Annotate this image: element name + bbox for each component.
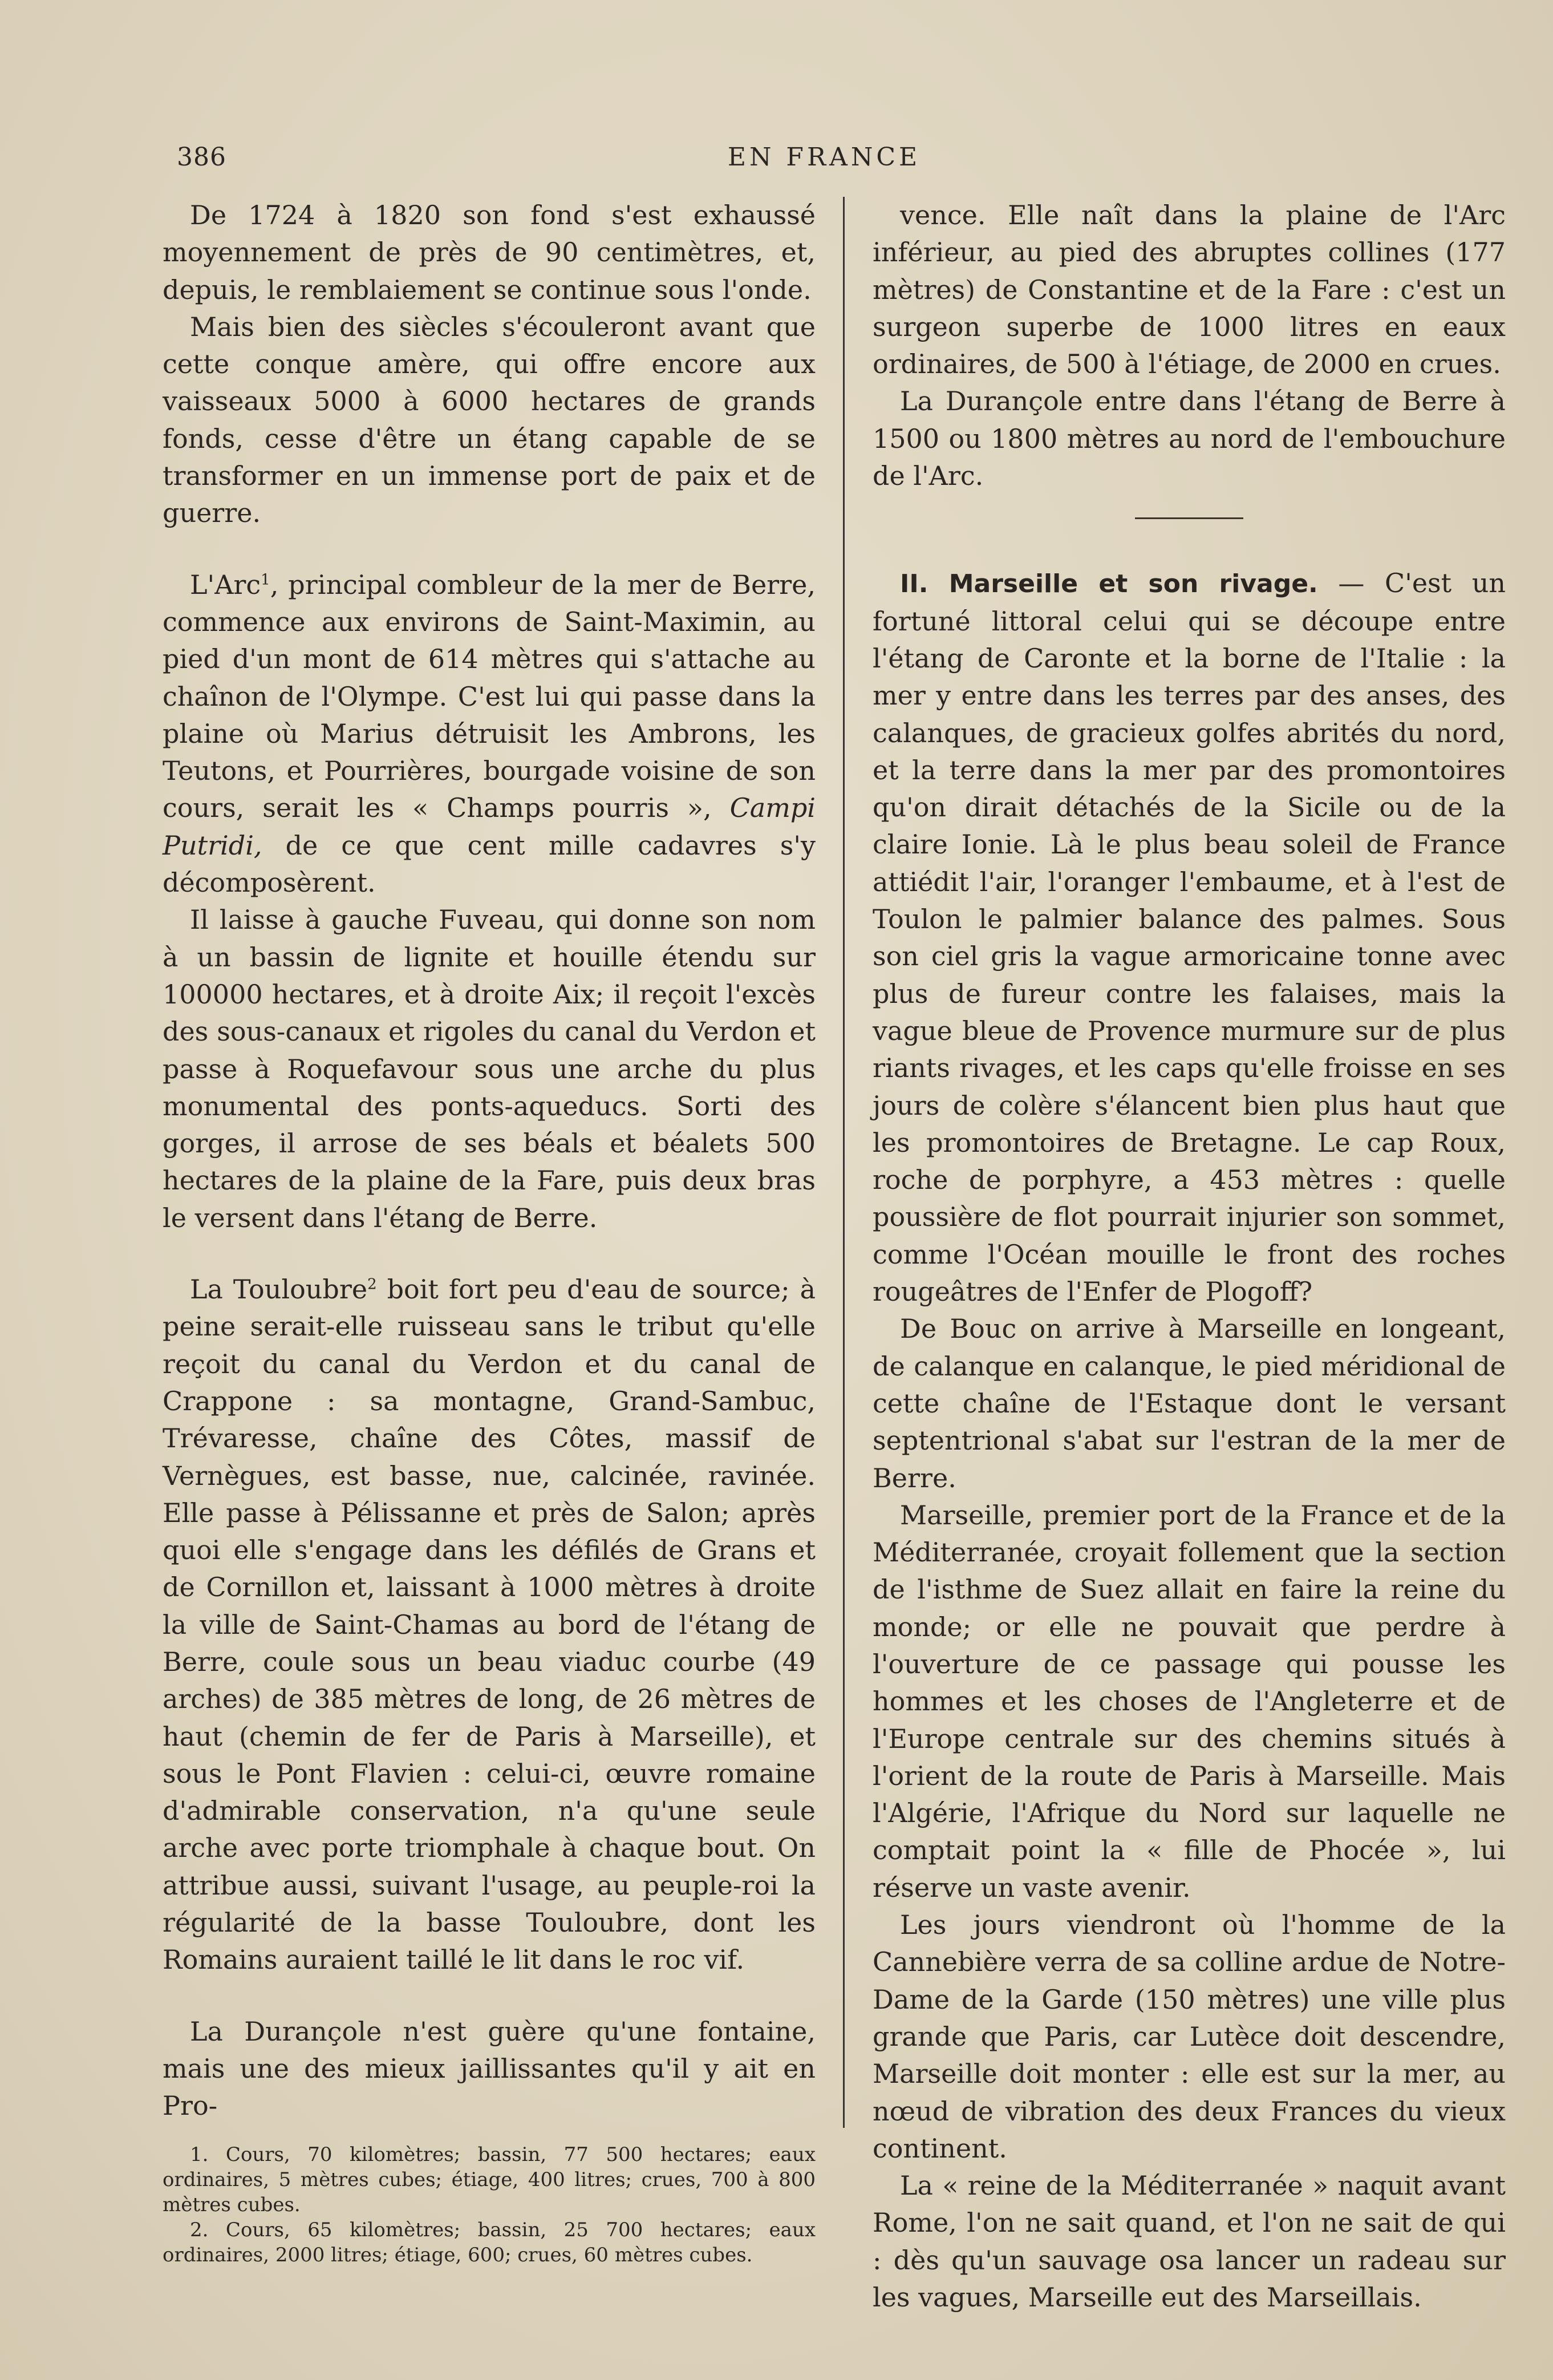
page-header — [171, 143, 1477, 183]
footnotes — [163, 2142, 816, 2268]
paragraph: La « reine de la Méditerranée » naquit avant Rome, l'on ne sait quand, et l'on ne sait de qui : dès qu'un sauvage osa lancer un radeau sur les vagues, Marseille eut des Marseillais. — [873, 2170, 1506, 2313]
section-text: — C'est un fortuné littoral celui qui se découpe entre l'étang de Caronte et la borne de l'Italie : la mer y entre dans les terres par des anses, des calanques, de gracieux golfes abrités du nord, et la terre dans la mer par des promontoires qu'on dirait détachés de la Sicile ou de la claire Ionie. Là le plus beau soleil de France attiédit l'air, l'oranger l'embaume, et à l'est de Toulon le palmier balance des palmes. Sous son ciel gris la vague armoricaine tonne avec plus de fureur contre les falaises, mais la vague bleue de Provence murmure sur de plus riants rivages, et les caps qu'elle froisse en ses jours de colère s'élancent bien plus haut que les promontoires de Bretagne. Le cap Roux, roche de porphyre, a 453 mètres : quelle poussière de flot pourrait injurier son sommet, comme l'Océan mouille le front des roches rougeâtres de l'Enfer de Plogoff? — [873, 568, 1506, 1308]
paragraph: De Bouc on arrive à Marseille en longeant, de calanque en calanque, le pied méridional de cette chaîne de l'Estaque dont le versant septentrional s'abat sur l'estran de la mer de Berre. — [873, 1313, 1506, 1493]
footnote-ref-1: 1 — [261, 571, 270, 589]
paragraph: Il laisse à gauche Fuveau, qui donne son nom à un bassin de lignite et houille étendu sur 100000 hectares, et à droite Aix; il reçoit l'excès des sous-canaux et rigoles du canal du Verdon et passe à Roquefavour sous une arche du plus monumental des ponts-aqueducs. Sorti des gorges, il arrose de ses béals et béalets 500 hectares de la plaine de la Fare, puis deux bras le versent dans l'étang de Berre. — [163, 904, 816, 1233]
footnote-ref-2: 2 — [367, 1276, 377, 1293]
campi-putridi: Campi Putridi, — [163, 792, 816, 861]
section-separator — [1135, 517, 1243, 519]
paragraph: La Durançole entre dans l'étang de Berre à 1500 ou 1800 mètres au nord de l'embouchure de l'Arc. — [873, 386, 1506, 492]
column-divider — [843, 197, 845, 2128]
arc-text: principal combleur de la mer de Berre, commence aux environs de Saint-Maximin, au pied d'un mont de 614 mètres qui s'attache au chaînon de l'Olympe. C'est lui qui passe dans la plaine où Marius détruisit les Ambrons, les Teutons, et Pourrières, bourgade voisine de son cours, serait les « Champs pourris », — [163, 569, 816, 824]
paragraph: Les jours viendront où l'homme de la Cannebière verra de sa colline ardue de Notre-Dame de la Garde (150 mètres) une ville plus grande que Paris, car Lutèce doit descendre, Marseille doit monter : elle est sur la mer, au nœud de vibration des deux Frances du vieux continent. — [873, 1909, 1506, 2164]
page-number: 386 — [177, 143, 226, 172]
paragraph-arc: L'Arc$^1$, principal combleur de la mer de Berre, commence aux environs de Saint-Maximin, au pied d'un mont de 614 mètres qui s'attache au chaînon de l'Olympe. C'est lui qui passe dans la plaine où Marius détruisit les Ambrons, les Teutons, et Pourrières, bourgade voisine de son cours, serait les « Champs pourris », Campi Putridi, de ce que cent mille cadavres s'y décomposèrent. — [163, 569, 816, 898]
right-column — [873, 197, 1506, 2316]
section-heading: II. Marseille et son rivage. — [900, 569, 1318, 599]
paragraph-section-ii — [873, 565, 1506, 1310]
running-title: EN FRANCE — [727, 143, 921, 172]
paragraph: Mais bien des siècles s'écouleront avant que cette conque amère, qui offre encore aux vaisseaux 5000 à 6000 hectares de grands fonds, cesse d'être un étang capable de se transformer en un immense port de paix et de guerre. — [163, 311, 816, 529]
touloubre-text: boit fort peu d'eau de source; à peine serait-elle ruisseau sans le tribut qu'elle reçoit du canal du Verdon et du canal de Crappone : sa montagne, Grand-Sambuc, Trévaresse, chaîne des Côtes, massif de Vernègues, est basse, nue, calcinée, ravinée. Elle passe à Pélissanne et près de Salon; après quoi elle s'engage dans les défilés de Grans et de Cornillon et, laissant à 1000 mètres à droite la ville de Saint-Chamas au bord de l'étang de Berre, coule sous un beau viaduc courbe (49 arches) de 385 mètres de long, de 26 mètres de haut (chemin de fer de Paris à Marseille), et sous le Pont Flavien : celui-ci, œuvre romaine d'admirable conservation, n'a qu'une seule arche avec porte triomphale à chaque bout. On attribue aussi, suivant l'usage, au peuple-roi la régularité de la basse Touloubre, dont les Romains auraient taillé le lit dans le roc vif. — [163, 1274, 816, 1976]
paragraph: Marseille, premier port de la France et de la Méditerranée, croyait follement que la section de l'isthme de Suez allait en faire la reine du monde; or elle ne pouvait que perdre à l'ouverture de ce passage qui pousse les hommes et les choses de l'Angleterre et de l'Europe centrale sur des chemins situés à l'orient de la route de Paris à Marseille. Mais l'Algérie, l'Afrique du Nord sur laquelle ne comptait point la « fille de Phocée », lui réserve un vaste avenir. — [873, 1499, 1506, 1903]
paragraph: De 1724 à 1820 son fond s'est exhaussé moyennement de près de 90 centimètres, et, depuis, le remblaiement se continue sous l'onde. — [163, 200, 816, 305]
paragraph: La Durançole n'est guère qu'une fontaine, mais une des mieux jaillissantes qu'il y ait en Pro- — [163, 2015, 816, 2122]
paragraph: vence. Elle naît dans la plaine de l'Arc inférieur, au pied des abruptes collines (177 mètres) de Constantine et de la Fare : c'est un surgeon superbe de 1000 litres en eaux ordinaires, de 500 à l'étiage, de 2000 en crues. — [873, 200, 1506, 380]
left-column — [163, 197, 816, 2268]
footnote-2: 2. Cours, 65 kilomètres; bassin, 25 700 hectares; eaux ordinaires, 2000 litres; étiage, 600; crues, 60 mètres cubes. — [163, 2218, 816, 2266]
touloubre-lead: La Touloubre — [190, 1274, 368, 1305]
arc-tail: de ce que cent mille cadavres s'y décomposèrent. — [163, 829, 816, 898]
arc-lead: L'Arc — [190, 569, 261, 600]
paragraph-touloubre — [163, 1271, 816, 1979]
footnote-1: 1. Cours, 70 kilomètres; bassin, 77 500 hectares; eaux ordinaires, 5 mètres cubes; étiage, 400 litres; crues, 700 à 800 mètres cubes. — [163, 2143, 816, 2216]
